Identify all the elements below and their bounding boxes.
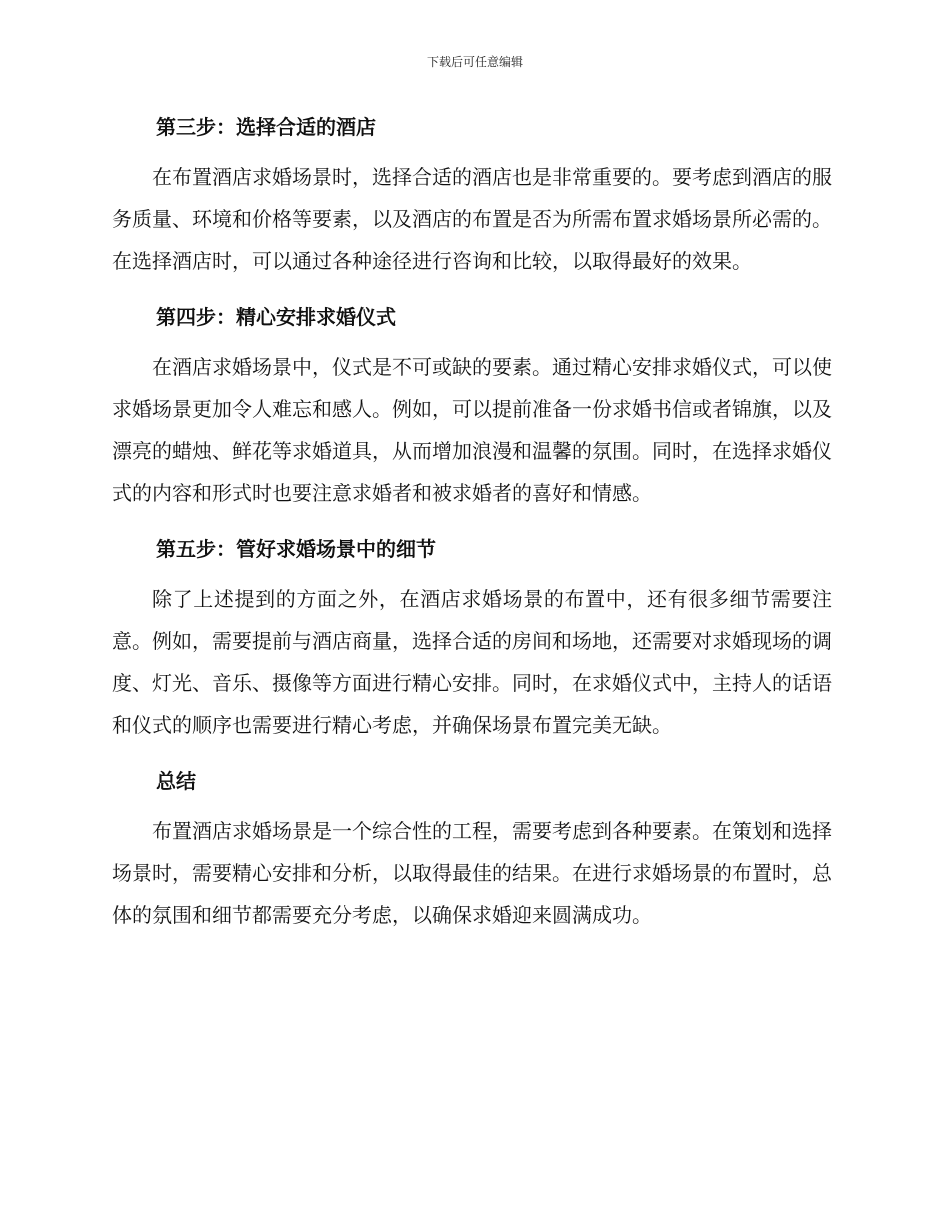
- section-title-step-four: 第四步：精心安排求婚仪式: [156, 305, 396, 329]
- section-step-four: [112, 298, 832, 514]
- section-paragraph-step-five: 除了上述提到的方面之外，在酒店求婚场景的布置中，还有很多细节需要注意。例如，需要提前与酒店商量，选择合适的房间和场地，还需要对求婚现场的调度、灯光、音乐、摄像等方面进行精心安排。同时，在求婚仪式中，主持人的话语和仪式的顺序也需要进行精心考虑，并确保场景布置完美无缺。: [112, 587, 832, 737]
- section-title-step-three: 第三步：选择合适的酒店: [156, 115, 376, 139]
- section-summary: [112, 762, 832, 936]
- section-paragraph-step-four: 在酒店求婚场景中，仪式是不可或缺的要素。通过精心安排求婚仪式，可以使求婚场景更加令人难忘和感人。例如，可以提前准备一份求婚书信或者锦旗，以及漂亮的蜡烛、鲜花等求婚道具，从而增加浪漫和温馨的氛围。同时，在选择求婚仪式的内容和形式时也要注意求婚者和被求婚者的喜好和情感。: [112, 355, 832, 505]
- header-note: 下载后可任意编辑: [426, 55, 523, 69]
- document-content: [112, 108, 832, 952]
- section-paragraph-step-three: 在布置酒店求婚场景时，选择合适的酒店也是非常重要的。要考虑到酒店的服务质量、环境和价格等要素，以及酒店的布置是否为所需布置求婚场景所必需的。在选择酒店时，可以通过各种途径进行咨询和比较，以取得最好的效果。: [112, 165, 832, 273]
- section-title-step-five: 第五步：管好求婚场景中的细节: [156, 537, 436, 561]
- section-step-five: [112, 530, 832, 746]
- section-paragraph-summary: 布置酒店求婚场景是一个综合性的工程，需要考虑到各种要素。在策划和选择场景时，需要精心安排和分析，以取得最佳的结果。在进行求婚场景的布置时，总体的氛围和细节都需要充分考虑，以确保求婚迎来圆满成功。: [112, 819, 832, 927]
- section-step-three: [112, 108, 832, 282]
- section-title-summary: 总结: [156, 769, 196, 793]
